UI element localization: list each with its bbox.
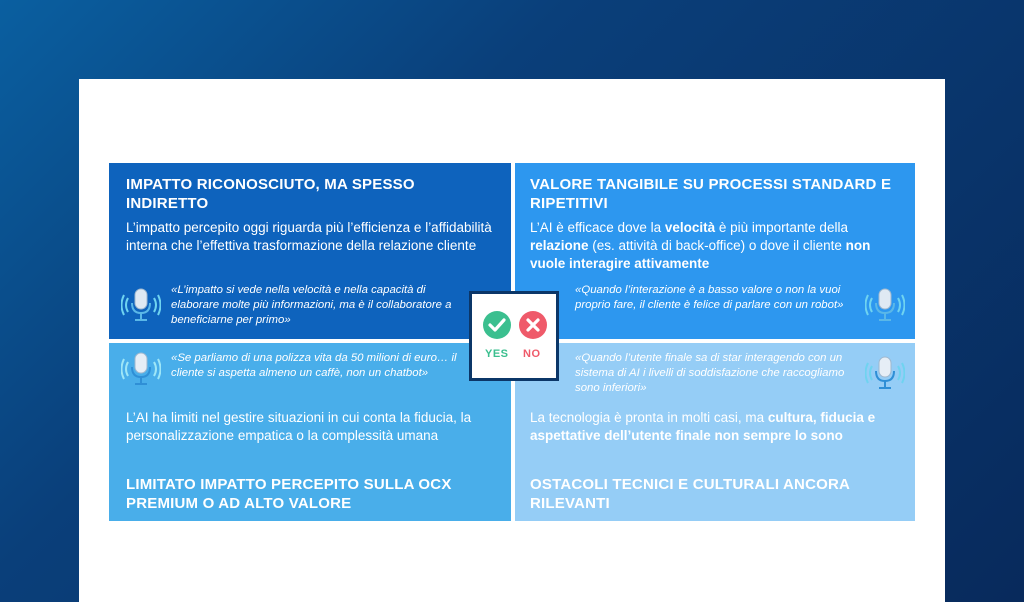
quadrant-title: OSTACOLI TECNICI E CULTURALI ANCORA RILEVANTI — [530, 476, 850, 512]
quadrant-quote: «Quando l’interazione è a basso valore o non la vuoi proprio fare, il cliente è felice di parlare con un robot» — [575, 284, 844, 311]
quadrant-quote: «Se parliamo di una polizza vita da 50 milioni di euro… il cliente si aspetta almeno un caffè, non un chatbot» — [171, 352, 457, 379]
microphone-icon — [865, 353, 905, 393]
no-label: NO — [523, 348, 541, 360]
quadrant-quote: «Quando l’utente finale sa di star interagendo con un sistema di AI i livelli di soddisfazione che raccogliamo sono inferiori» — [575, 352, 845, 394]
microphone-icon — [121, 349, 161, 389]
quadrant-title: LIMITATO IMPATTO PERCEPITO SULLA OCX PREMIUM O AD ALTO VALORE — [126, 476, 452, 512]
quadrant-title: VALORE TANGIBILE SU PROCESSI STANDARD E RIPETITIVI — [530, 176, 892, 212]
quadrant-top-left — [109, 163, 511, 339]
quadrant-bottom-left — [109, 343, 511, 521]
quadrant-body: La tecnologia è pronta in molti casi, ma cultura, fiducia e aspettative dell’utente finale non sempre lo sono — [530, 410, 876, 443]
slide-card — [79, 79, 945, 602]
check-icon — [482, 310, 512, 340]
quadrant-quote: «L’impatto si vede nella velocità e nella capacità di elaborare molte più informazioni, ma è il collaboratore a beneficiarne per primo» — [171, 284, 452, 326]
microphone-icon — [121, 285, 161, 325]
cross-icon — [518, 310, 548, 340]
quadrant-body: L’AI ha limiti nel gestire situazioni in cui conta la fiducia, la personalizzazione empatica o la complessità umana — [126, 410, 472, 443]
quadrant-top-right — [515, 163, 915, 339]
yes-no-badge — [469, 291, 559, 381]
microphone-icon — [865, 285, 905, 325]
quadrant-body: L’AI è efficace dove la velocità è più importante della relazione (es. attività di back-office) o dove il cliente non vuole interagire attivamente — [530, 220, 871, 271]
quadrant-bottom-right — [515, 343, 915, 521]
quadrant-body: L’impatto percepito oggi riguarda più l’efficienza e l’affidabilità interna che l’effettiva trasformazione della relazione cliente — [126, 220, 492, 253]
yes-label: YES — [485, 348, 509, 360]
quadrant-grid — [109, 163, 915, 521]
quadrant-title: IMPATTO RICONOSCIUTO, MA SPESSO INDIRETTO — [126, 176, 415, 212]
